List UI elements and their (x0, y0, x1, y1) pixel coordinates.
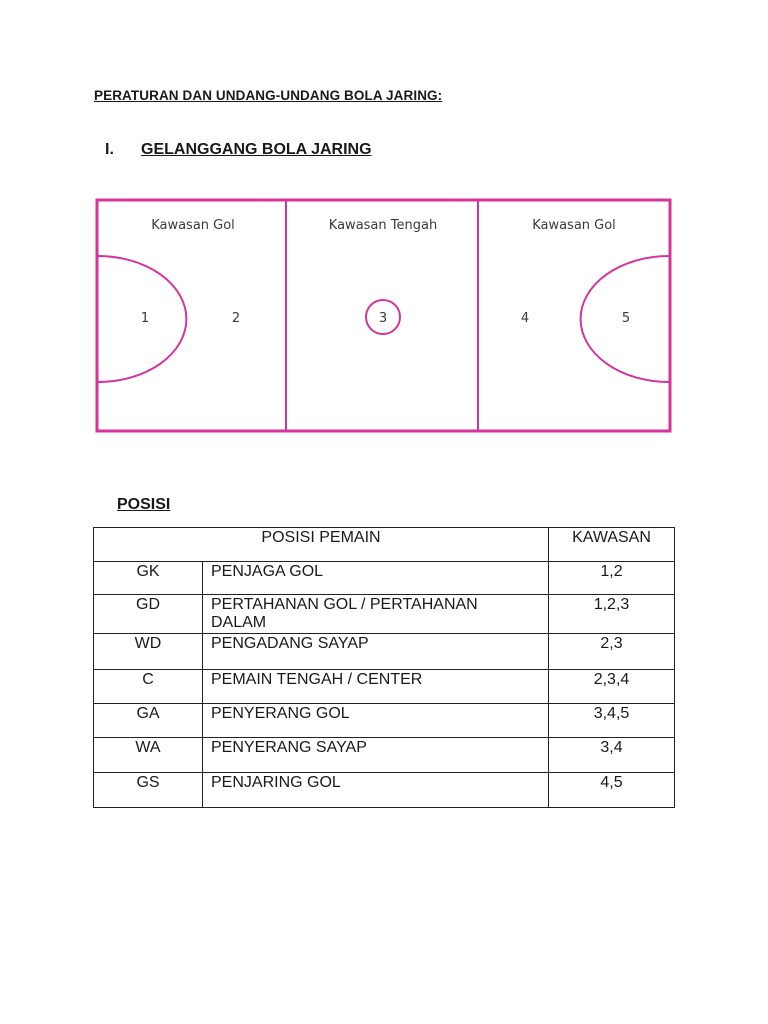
position-area: 3,4,5 (549, 704, 675, 738)
position-area: 1,2,3 (549, 595, 675, 634)
table-row (94, 704, 675, 738)
position-name: PENYERANG SAYAP (203, 738, 549, 773)
area-label-4: 4 (520, 311, 530, 326)
area-label-2: 2 (231, 311, 241, 326)
section-heading (105, 141, 372, 159)
position-name: PERTAHANAN GOL / PERTAHANAN DALAM (203, 595, 549, 634)
section-title: GELANGGANG BOLA JARING (141, 141, 372, 158)
position-area: 3,4 (549, 738, 675, 773)
header-area: KAWASAN (549, 528, 675, 562)
table-row (94, 738, 675, 773)
header-player-position: POSISI PEMAIN (94, 528, 549, 562)
area-label-1: 1 (140, 311, 150, 326)
position-code: GK (94, 562, 203, 595)
section-number: I. (105, 141, 114, 158)
table-row (94, 595, 675, 634)
position-name: PEMAIN TENGAH / CENTER (203, 670, 549, 704)
table-row (94, 670, 675, 704)
position-code: GA (94, 704, 203, 738)
position-name: PENJARING GOL (203, 773, 549, 808)
position-code: GS (94, 773, 203, 808)
position-code: C (94, 670, 203, 704)
position-area: 1,2 (549, 562, 675, 595)
positions-table (93, 527, 675, 808)
zone-label-right: Kawasan Gol (532, 218, 616, 233)
table-row (94, 634, 675, 670)
position-name: PENYERANG GOL (203, 704, 549, 738)
position-code: WD (94, 634, 203, 670)
zone-label-centre: Kawasan Tengah (328, 218, 438, 233)
position-name: PENGADANG SAYAP (203, 634, 549, 670)
position-name: PENJAGA GOL (203, 562, 549, 595)
area-label-5: 5 (621, 311, 631, 326)
position-code: GD (94, 595, 203, 634)
position-area: 4,5 (549, 773, 675, 808)
document-title: PERATURAN DAN UNDANG-UNDANG BOLA JARING: (94, 88, 443, 103)
position-area: 2,3,4 (549, 670, 675, 704)
zone-label-left: Kawasan Gol (151, 218, 235, 233)
position-area: 2,3 (549, 634, 675, 670)
netball-court-diagram (95, 198, 673, 439)
table-row (94, 773, 675, 808)
table-row (94, 562, 675, 595)
area-label-3: 3 (378, 311, 388, 326)
position-code: WA (94, 738, 203, 773)
table-header-row (94, 528, 675, 562)
positions-heading: POSISI (117, 496, 171, 513)
